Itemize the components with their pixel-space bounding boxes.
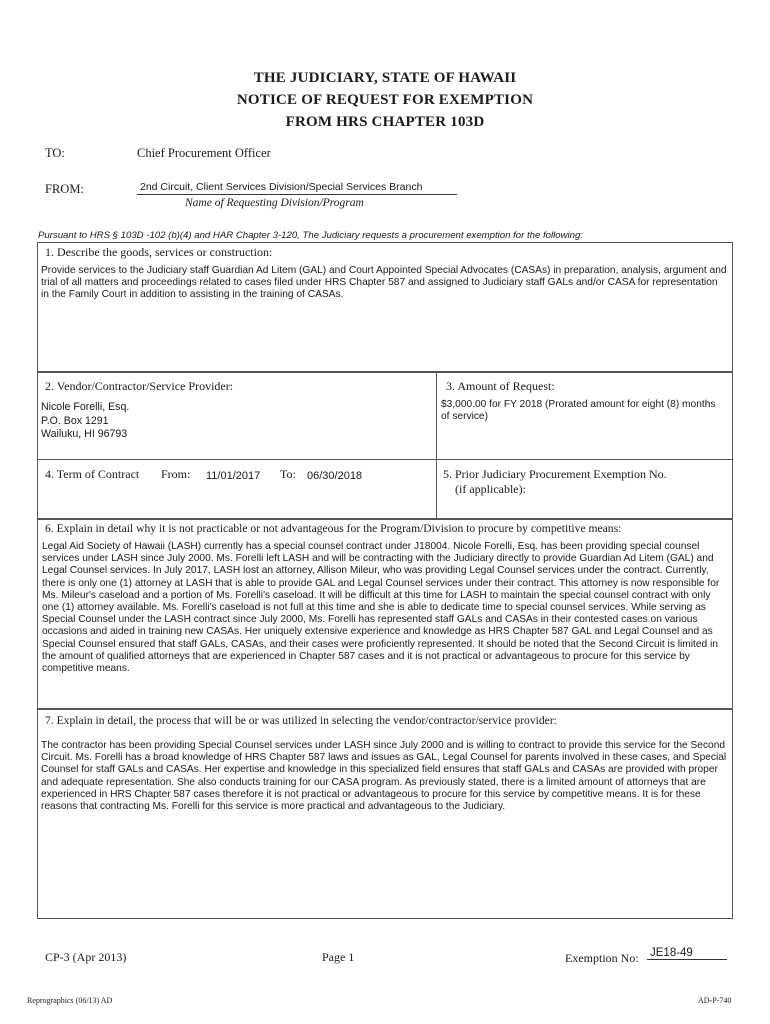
- section3-title: 3. Amount of Request:: [446, 379, 555, 393]
- term-end-date[interactable]: 06/30/2018: [307, 470, 363, 482]
- term-start-date[interactable]: 11/01/2017: [206, 470, 261, 482]
- section6-body[interactable]: Legal Aid Society of Hawaii (LASH) currently has a special counsel contract under J18004. Nicole Forelli, Esq. has been providing special counsel services under LASH since July 2000. Ms. Forelli left LASH and will be contracting with the Judiciary directly to provide Guardian Ad Litem (GAL) and Legal Counsel services. In July 2017, LASH lost an attorney, Allison Mileur, who was providing Legal Counsel services under the contract. Currently, there is only one (1) attorney at LASH that is able to provide GAL and Legal Counsel services under their contract. This attorney is now responsible for Ms. Mileur's caseload and a portion of Ms. Forelli's caseload. It will be difficult at this time for LASH to maintain the special counsel contract with only one (1) attorney available. Ms. Forelli's caseload is not full at this time and she is able to dedicate time to special counsel services. While serving as Special Counsel under the LASH contract since July 2000, Ms. Forelli has represented staff GALs and CASAs in their contested cases on various occasions and aided in training new CASAs. Her uniquely extensive experience and knowledge as HRS Chapter 587 GAL and Legal Counsel and as Special Counsel ensured that staff GALs, CASAs, and their cases were proficiently represented. It should be noted that the Second Circuit is limited in the amount of qualified attorneys that are experienced in Chapter 587 cases and it is not practical or advantageous to procure for this service by competitive means.: [42, 541, 720, 675]
- section2-title: 2. Vendor/Contractor/Service Provider:: [45, 379, 234, 393]
- reprographics-note: Reprographics (06/13) AD: [27, 996, 113, 1005]
- section1-title: 1. Describe the goods, services or construction:: [45, 245, 273, 259]
- section2-3-box: [37, 372, 733, 460]
- page-number: Page 1: [322, 950, 355, 964]
- pursuant-statement: Pursuant to HRS § 103D -102 (b)(4) and HAR Chapter 3-120, The Judiciary requests a procurement exemption for the following:: [38, 230, 583, 241]
- from-value-field[interactable]: 2nd Circuit, Client Services Division/Special Services Branch: [137, 181, 457, 195]
- section4-from-label: From:: [161, 467, 191, 481]
- section6-title: 6. Explain in detail why it is not practicable or not advantageous for the Program/Division to procure by competitive means:: [45, 522, 622, 535]
- section4-5-box: [37, 459, 733, 519]
- vendor-address: P.O. Box 1291: [41, 414, 109, 427]
- section1-body[interactable]: Provide services to the Judiciary staff Guardian Ad Litem (GAL) and Court Appointed Special Advocates (CASAs) in preparation, analysis, argument and trial of all matters and proceedings related to cases filed under HRS Chapter 587 and assigned to Judiciary staff GALs and/or CASA for representation in the Family Court in addition to assisting in the training of CASAs.: [41, 265, 727, 301]
- header-title-line1: THE JUDICIARY, STATE OF HAWAII: [253, 70, 517, 86]
- section5-subtitle: (if applicable):: [455, 482, 526, 496]
- from-caption: Name of Requesting Division/Program: [185, 197, 364, 209]
- exemption-number-field[interactable]: JE18-49: [647, 947, 727, 960]
- section4-to-label: To:: [280, 467, 296, 481]
- header-title-line3: FROM HRS CHAPTER 103D: [285, 114, 485, 130]
- section1-box: [37, 242, 733, 372]
- section7-box: [37, 709, 733, 919]
- section2-vendor[interactable]: [41, 401, 129, 442]
- vendor-city: Wailuku, HI 96793: [41, 428, 128, 440]
- header-title-line2: NOTICE OF REQUEST FOR EXEMPTION: [236, 92, 534, 108]
- exemption-label: Exemption No:: [565, 951, 639, 965]
- form-code: AD-P-740: [698, 996, 732, 1005]
- section7-title: 7. Explain in detail, the process that will be or was utilized in selecting the vendor/contractor/service provider:: [45, 714, 557, 727]
- form-id: CP-3 (Apr 2013): [45, 950, 127, 964]
- section7-body[interactable]: The contractor has been providing Special Counsel services under LASH since July 2000 and is willing to contract to provide this service for the Second Circuit. Ms. Forelli has a broad knowledge of HRS Chapter 587 laws and issues as GAL, Legal Counsel for parents involved in these cases, and Special Counsel for staff GALs and CASAs. Her expertise and knowledge in this specialized field ensures that staff GALs and CASAs are provided with proper and adequate representation. She also conducts training for our CASA program. As previously stated, there is a limited amount of attorneys that are experienced in HRS Chapter 587 cases therefore it is not practical or advantageous to procure for this service by competitive means. It is for these reasons that contracting Ms. Forelli for this service is more practical and advantageous to the Judiciary.: [41, 740, 727, 813]
- from-label: FROM:: [45, 182, 84, 196]
- section3-amount[interactable]: $3,000.00 for FY 2018 (Prorated amount for eight (8) months of service): [441, 399, 716, 423]
- section5-title: 5. Prior Judiciary Procurement Exemption No.: [443, 467, 667, 481]
- section6-box: [37, 519, 733, 709]
- vendor-name: Nicole Forelli, Esq.: [41, 401, 130, 413]
- section4-title: 4. Term of Contract: [45, 467, 140, 481]
- to-label: TO:: [45, 146, 65, 160]
- to-value: Chief Procurement Officer: [137, 146, 271, 160]
